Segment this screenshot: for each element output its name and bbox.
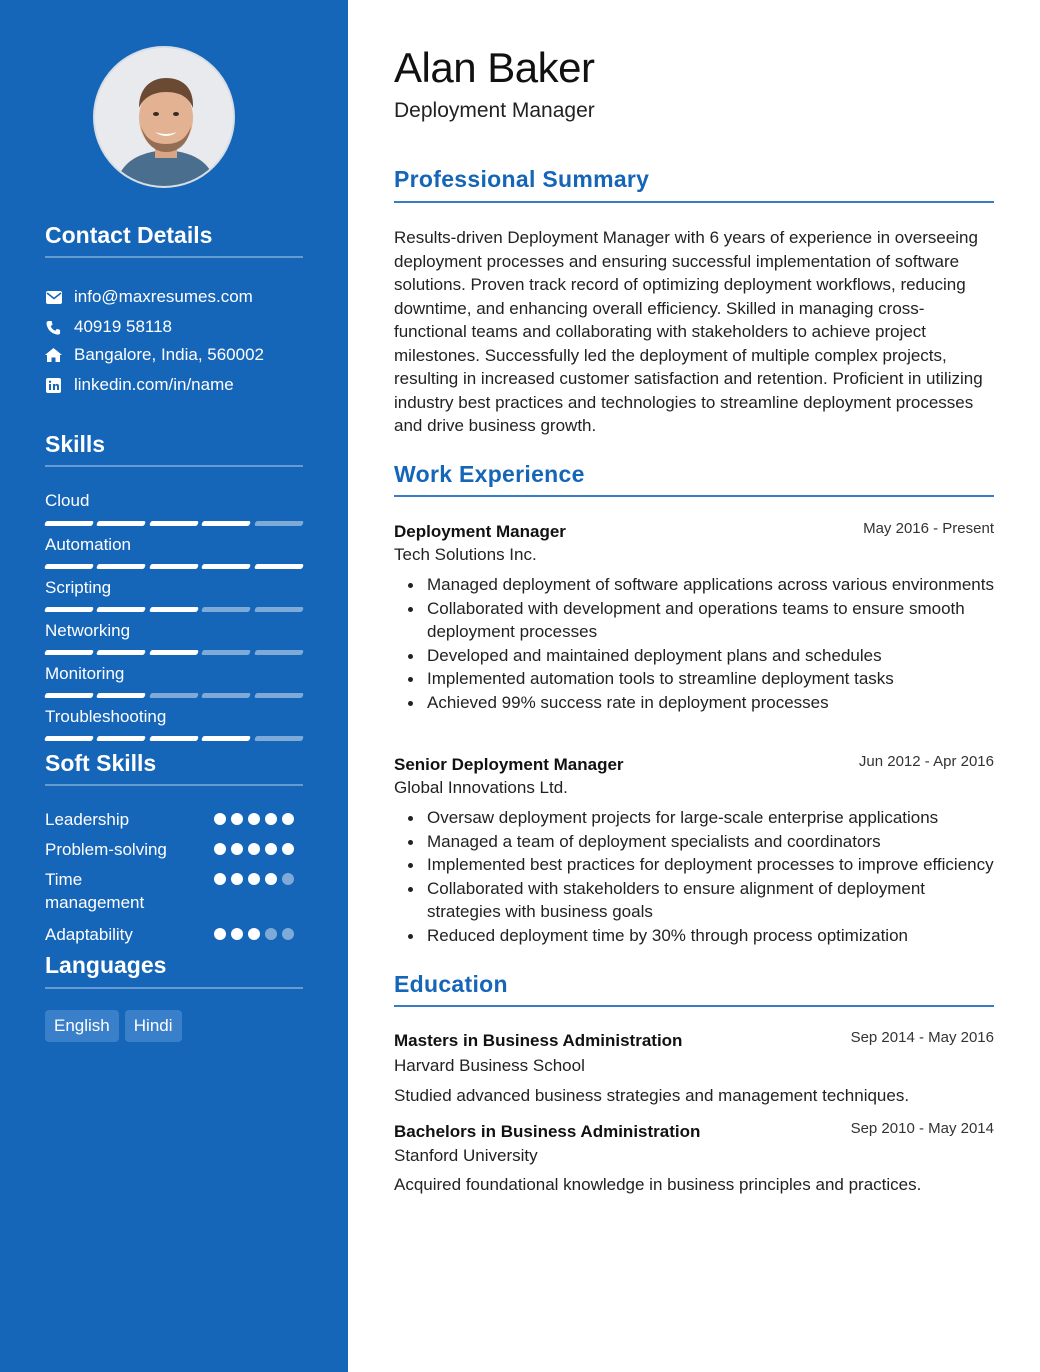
skill-name: Scripting [45,578,112,597]
contact-location [45,344,264,366]
rating-dot [265,873,277,885]
list-item: Oversaw deployment projects for large-scale enterprise applications [394,806,994,830]
job-dates: May 2016 - Present [863,520,994,537]
languages-title: Languages [45,952,167,978]
rating-dot [282,873,294,885]
skill-level-segment [96,693,146,698]
soft-skill-name: Adaptability [45,925,133,944]
education-divider [394,1005,994,1007]
rating-dot [214,873,226,885]
languages-divider [45,987,303,989]
rating-dot [265,843,277,855]
rating-dot [265,928,277,940]
sidebar [0,0,348,1372]
profile-photo [93,46,235,188]
soft-skill-rating [214,928,294,940]
language-tag: Hindi [125,1010,182,1042]
skill-level-segment [44,693,94,698]
skill-level-bar [45,736,303,742]
skill-level-segment [96,607,146,612]
skill-level-segment [44,736,94,741]
job-company: Tech Solutions Inc. [394,545,537,564]
skill-level-segment [201,650,251,655]
list-item: Achieved 99% success rate in deployment processes [394,691,994,715]
list-item: Managed deployment of software applications across various environments [394,573,994,597]
home-icon [45,347,62,364]
skill-level-segment [201,521,251,526]
skill-level-segment [44,607,94,612]
list-item: Developed and maintained deployment plans and schedules [394,644,994,668]
contact-phone[interactable] [45,316,172,338]
list-item: Implemented automation tools to streamline deployment tasks [394,667,994,691]
contact-divider [45,256,303,258]
phone-icon [45,319,62,336]
edu-dates: Sep 2014 - May 2016 [850,1029,994,1046]
soft-skill-rating [214,843,294,855]
rating-dot [231,873,243,885]
skill-level-segment [96,521,146,526]
candidate-role: Deployment Manager [394,99,595,122]
skill-level-segment [149,521,199,526]
soft-skill-name: Leadership [45,810,130,829]
edu-description: Studied advanced business strategies and management techniques. [394,1086,910,1105]
list-item: Collaborated with development and operations teams to ensure smooth deployment processes [394,597,994,644]
skill-level-segment [149,650,199,655]
skill-level-segment [96,564,146,569]
rating-dot [231,928,243,940]
job-dates: Jun 2012 - Apr 2016 [858,753,994,770]
skill-name: Automation [45,535,131,554]
skill-level-segment [254,650,304,655]
rating-dot [214,843,226,855]
envelope-icon [45,289,62,306]
skill-name: Troubleshooting [45,707,167,726]
candidate-name: Alan Baker [394,44,595,91]
contact-phone-text: 40919 58118 [74,317,173,336]
rating-dot [248,928,260,940]
job-bullets [394,806,994,947]
skill-level-segment [44,564,94,569]
job-title: Senior Deployment Manager [394,755,624,774]
skill-level-segment [96,736,146,741]
rating-dot [282,928,294,940]
contact-linkedin[interactable] [45,374,234,396]
soft-skills-divider [45,784,303,786]
skill-level-segment [201,564,251,569]
skills-title: Skills [45,431,106,457]
skill-level-bar [45,693,303,699]
rating-dot [265,813,277,825]
edu-description: Acquired foundational knowledge in business principles and practices. [394,1175,922,1194]
soft-skills-title: Soft Skills [45,750,157,776]
rating-dot [214,928,226,940]
list-item: Collaborated with stakeholders to ensure alignment of deployment strategies with business goals [394,877,994,924]
skill-level-segment [201,607,251,612]
contact-title: Contact Details [45,222,213,248]
rating-dot [248,813,260,825]
skill-level-bar [45,564,303,570]
rating-dot [282,843,294,855]
skills-divider [45,465,303,467]
skill-level-bar [45,521,303,527]
skill-level-bar [45,650,303,656]
rating-dot [282,813,294,825]
edu-school: Harvard Business School [394,1056,585,1075]
list-item: Reduced deployment time by 30% through process optimization [394,924,994,948]
linkedin-icon [45,377,62,394]
summary-divider [394,201,994,203]
skill-level-segment [96,650,146,655]
soft-skill-name: Problem-solving [45,840,167,859]
skill-name: Cloud [45,491,90,510]
summary-text: Results-driven Deployment Manager with 6 years of experience in overseeing deployment processes and ensuring successful implementation of software solutions. Proven track record of optimizing deployment workflows, reducing downtime, and enhancing overall efficiency. Skilled in managing cross-functional teams and collaborating with stakeholders to achieve project milestones. Successfully led the deployment of multiple complex projects, resulting in increased customer satisfaction and retention. Proficient in utilizing industry best practices and technologies to streamline deployment processes and drive business growth. [394,228,983,435]
skill-name: Networking [45,621,131,640]
profile-photo-image [95,48,235,188]
list-item: Managed a team of deployment specialists and coordinators [394,830,994,854]
education-title: Education [394,971,508,997]
skill-level-segment [149,607,199,612]
rating-dot [214,813,226,825]
list-item: Implemented best practices for deployment processes to improve efficiency [394,853,994,877]
rating-dot [248,873,260,885]
skill-level-segment [201,693,251,698]
skill-level-segment [254,607,304,612]
summary-title: Professional Summary [394,166,650,192]
skill-level-segment [254,521,304,526]
languages-list [45,1010,182,1042]
edu-degree: Masters in Business Administration [394,1031,683,1050]
skill-level-segment [254,736,304,741]
soft-skill-name: Time management [45,870,145,912]
rating-dot [248,843,260,855]
skill-level-segment [149,736,199,741]
experience-title: Work Experience [394,461,585,487]
contact-linkedin-text: linkedin.com/in/name [74,375,234,394]
skill-level-bar [45,607,303,613]
skill-level-segment [254,564,304,569]
skill-level-segment [44,521,94,526]
skill-level-segment [44,650,94,655]
skill-level-segment [149,693,199,698]
job-company: Global Innovations Ltd. [394,778,568,797]
edu-school: Stanford University [394,1146,538,1165]
skill-name: Monitoring [45,664,125,683]
contact-location-text: Bangalore, India, 560002 [74,345,264,364]
rating-dot [231,843,243,855]
contact-email[interactable] [45,286,253,308]
skill-level-segment [149,564,199,569]
rating-dot [231,813,243,825]
job-bullets [394,573,994,714]
experience-divider [394,495,994,497]
edu-degree: Bachelors in Business Administration [394,1122,701,1141]
soft-skill-rating [214,813,294,825]
job-title: Deployment Manager [394,522,566,541]
soft-skill-rating [214,873,294,885]
skill-level-segment [254,693,304,698]
language-tag: English [45,1010,119,1042]
edu-dates: Sep 2010 - May 2014 [850,1120,994,1137]
skill-level-segment [201,736,251,741]
contact-email-text: info@maxresumes.com [74,287,253,306]
